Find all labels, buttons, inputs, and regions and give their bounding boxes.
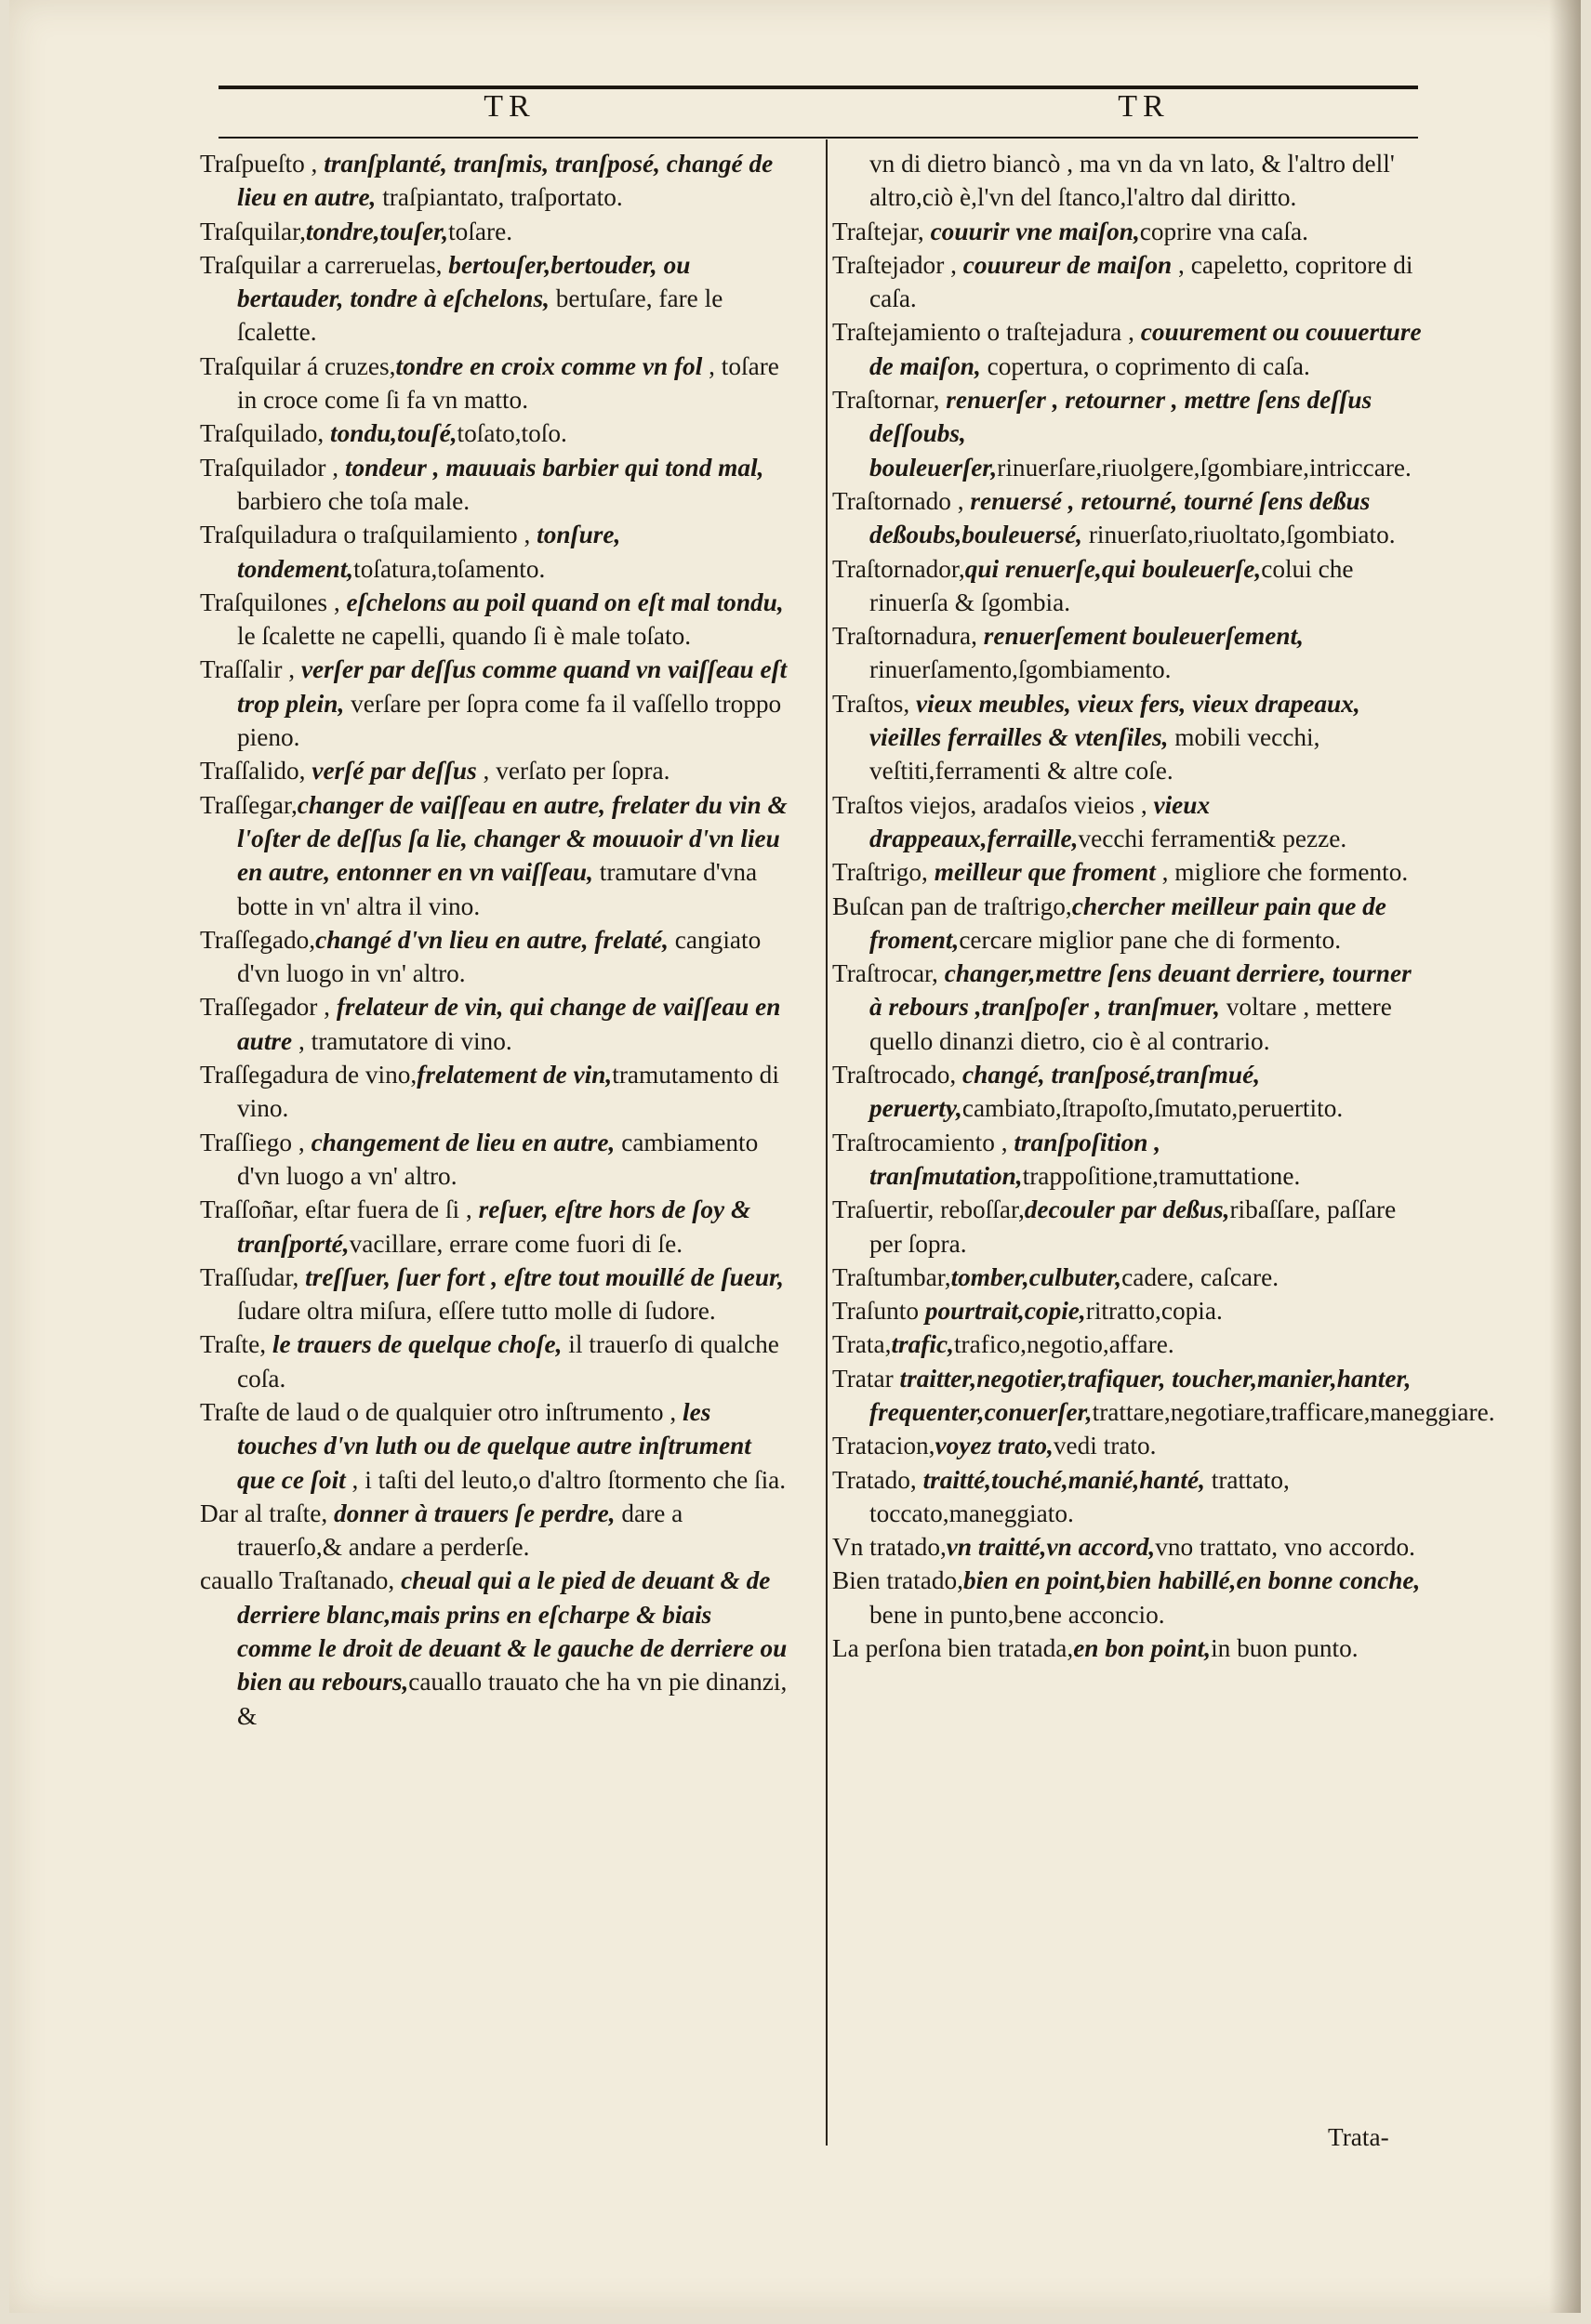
dictionary-entry	[832, 1327, 1427, 1361]
dictionary-entry	[832, 1530, 1427, 1564]
left-column	[200, 147, 790, 1733]
french-gloss: eſchelons au poil quand on eſt mal tondu,	[346, 588, 784, 616]
dictionary-entry	[832, 552, 1427, 620]
italian-gloss: bene in punto,bene acconcio.	[869, 1600, 1165, 1629]
french-gloss: tondre,touſer,	[305, 217, 449, 245]
italian-gloss: trattare,negotiare,trafficare,maneggiare.	[1092, 1397, 1495, 1426]
italian-gloss: cadere, caſcare.	[1121, 1262, 1279, 1291]
headword: Vn tratado,	[832, 1533, 947, 1562]
italian-gloss: tramutare d'vna botte in vn' altra il vino.	[237, 858, 758, 920]
french-gloss: le trauers de quelque choſe,	[272, 1330, 563, 1359]
headword: Traſſegador ,	[200, 993, 337, 1022]
french-gloss: treſſuer, ſuer fort , eſtre tout mouillé de ſueur,	[305, 1262, 784, 1291]
french-gloss: couureur de maiſon	[962, 250, 1173, 279]
dictionary-entry	[832, 1429, 1427, 1462]
french-gloss: renuersé , retourné, tourné ſens deßus deßoubs,bouleuersé,	[869, 486, 1371, 549]
column-divider	[826, 139, 828, 2146]
italian-gloss: , migliore che formento.	[1155, 858, 1409, 887]
catchword: Trata-	[1328, 2123, 1389, 2151]
headword: Traſſalido,	[200, 757, 312, 786]
french-gloss: renuerſement bouleuerſement,	[983, 622, 1304, 651]
headword: Traſquilar á cruzes,	[200, 351, 396, 380]
dictionary-entry	[200, 350, 790, 417]
dictionary-entry	[200, 1126, 790, 1194]
headword: Traſſoñar, eſtar fuera de ſi ,	[200, 1195, 479, 1224]
italian-gloss: cercare miglior pane che di formento.	[959, 925, 1342, 954]
headword: Trata,	[832, 1330, 892, 1359]
headword: Buſcan pan de traſtrigo,	[832, 891, 1072, 920]
headword: Traſtrocado,	[832, 1061, 963, 1089]
dictionary-entry	[200, 1058, 790, 1126]
headword: Traſtrigo,	[832, 858, 935, 887]
italian-gloss: toſatura,toſamento.	[353, 554, 546, 583]
dictionary-entry	[832, 1126, 1427, 1194]
dictionary-entry	[832, 619, 1427, 687]
headword: Traſquilado,	[200, 419, 331, 448]
dictionary-entry	[200, 990, 790, 1058]
french-gloss: bertouſer,bertouder, ou bertauder, tondre à eſchelons,	[237, 250, 691, 313]
italian-gloss: , capeletto, copritore di caſa.	[869, 250, 1413, 313]
french-gloss: en bon point,	[1073, 1634, 1212, 1663]
french-gloss: chercher meilleur pain que de froment,	[869, 891, 1386, 954]
french-gloss: cheual qui a le pied de deuant & de derriere blanc,mais prins en eſcharpe & biais comme le droit de deuant & le gauche de derriere ou bien au rebours,	[237, 1566, 788, 1697]
italian-gloss: in buon punto.	[1211, 1634, 1359, 1663]
italian-gloss: trattato, toccato,maneggiato.	[869, 1465, 1290, 1527]
french-gloss: pourtrait,copie,	[924, 1297, 1086, 1326]
dictionary-entry	[200, 416, 790, 450]
right-column	[832, 147, 1495, 1665]
dictionary-entry	[832, 957, 1427, 1058]
headword: Traſquilones ,	[200, 588, 347, 616]
italian-gloss: cauallo trauato che ha vn pie dinanzi, &	[237, 1668, 788, 1730]
headword: Traſpueſto ,	[200, 150, 325, 178]
dictionary-entry	[832, 1294, 1427, 1327]
headword: Traſuertir, reboſſar,	[832, 1195, 1025, 1224]
french-gloss: les touches d'vn luth ou de quelque autre inſtrument que ce ſoit	[237, 1397, 751, 1494]
dictionary-entry	[832, 147, 1427, 215]
italian-gloss: bertuſare, fare le ſcalette.	[237, 284, 723, 347]
headword: Bien tratado,	[832, 1566, 963, 1595]
italian-gloss: , toſare in croce come ſi fa vn matto.	[237, 351, 779, 415]
italian-gloss: rinuerſato,riuoltato,ſgombiato.	[1082, 521, 1396, 549]
dictionary-entry	[200, 1193, 790, 1261]
french-gloss: donner à trauers ſe perdre,	[334, 1499, 616, 1527]
header-underline	[219, 137, 1418, 139]
french-gloss: verſé par deſſus	[312, 757, 477, 786]
headword: Traſte de laud o de qualquier otro inſtrumento ,	[200, 1397, 683, 1426]
french-gloss: traitté,touché,manié,hanté,	[922, 1465, 1205, 1494]
headword: Traſtornar,	[832, 386, 947, 415]
french-gloss: changé, tranſposé,tranſmué, peruerty,	[869, 1061, 1261, 1123]
italian-gloss: vecchi ferramenti& pezze.	[1078, 824, 1347, 852]
dictionary-entry	[832, 484, 1427, 552]
italian-gloss: colui che rinuerſa & ſgombia.	[869, 554, 1354, 616]
french-gloss: tranſpoſition , tranſmutation,	[869, 1128, 1161, 1190]
italian-gloss: mobili vecchi, veſtiti,ferramenti & altre coſe.	[869, 723, 1320, 786]
dictionary-page	[9, 0, 1581, 2313]
dictionary-entry	[832, 1193, 1427, 1261]
dictionary-entry	[200, 1564, 790, 1732]
headword: Traſſudar,	[200, 1262, 306, 1291]
headword: Traſtejador ,	[832, 250, 963, 279]
dictionary-entry	[832, 1058, 1427, 1126]
french-gloss: tranſplanté, tranſmis, tranſposé, changé de lieu en autre,	[237, 150, 774, 212]
italian-gloss: vacillare, errare come fuori di ſe.	[349, 1229, 683, 1258]
italian-gloss: ribaſſare, paſſare per ſopra.	[869, 1195, 1397, 1258]
running-head-left: TR	[484, 89, 536, 124]
headword: Traſtos,	[832, 689, 917, 718]
italian-gloss: verſare per ſopra come fa il vaſſello troppo pieno.	[237, 689, 782, 752]
dictionary-entry	[832, 248, 1427, 316]
dictionary-entry	[832, 1261, 1427, 1294]
italian-gloss: dare a trauerſo,& andare a perderſe.	[237, 1499, 683, 1562]
dictionary-entry	[200, 518, 790, 586]
italian-gloss: , verſato per ſopra.	[476, 757, 670, 786]
headword: Traſquilar a carreruelas,	[200, 250, 449, 279]
dictionary-entry	[832, 890, 1427, 957]
headword: Traſtumbar,	[832, 1262, 951, 1291]
dictionary-entry	[200, 754, 790, 787]
headword: Traſte,	[200, 1330, 272, 1359]
headword: Traſtornadura,	[832, 622, 984, 651]
italian-gloss: , i taſti del leuto,o d'altro ſtormento che ſia.	[345, 1465, 787, 1494]
dictionary-entry	[832, 855, 1427, 889]
dictionary-entry	[200, 1497, 790, 1565]
headword: Traſtornador,	[832, 554, 965, 583]
italian-gloss: vno trattato, vno accordo.	[1155, 1533, 1415, 1562]
dictionary-entry	[200, 1261, 790, 1328]
dictionary-entry	[200, 147, 790, 215]
french-gloss: frelateur de vin, qui change de vaiſſeau en autre	[237, 993, 781, 1055]
italian-gloss: vedi trato.	[1053, 1432, 1157, 1460]
french-gloss: bien en point,bien habillé,en bonne conche,	[963, 1566, 1421, 1595]
headword: Traſtos viejos, aradaſos vieios ,	[832, 790, 1154, 819]
italian-gloss: traſpiantato, traſportato.	[376, 183, 623, 212]
italian-gloss: tramutamento di vino.	[237, 1061, 779, 1123]
headword: Traſſegado,	[200, 925, 316, 954]
headword: Traſſiego ,	[200, 1128, 312, 1156]
french-gloss: changer,mettre ſens deuant derriere, tourner à rebours ,tranſpoſer , tranſmuer,	[869, 959, 1412, 1022]
french-gloss: reſuer, eſtre hors de ſoy & tranſporté,	[237, 1195, 751, 1258]
headword: Traſſalir ,	[200, 655, 301, 684]
dictionary-entry	[832, 1631, 1427, 1665]
headword: cauallo Traſtanado,	[200, 1566, 402, 1595]
dictionary-entry	[832, 215, 1427, 248]
headword: Traſſegar,	[200, 790, 298, 819]
dictionary-entry	[832, 383, 1427, 484]
headword: Traſtrocamiento ,	[832, 1128, 1014, 1156]
italian-gloss: le ſcalette ne capelli, quando ſi è male toſato.	[237, 622, 692, 651]
header-rule	[219, 86, 1418, 89]
french-gloss: vieux drappeaux,ferraille,	[869, 790, 1211, 852]
dictionary-entry	[200, 1327, 790, 1395]
dictionary-entry	[832, 1564, 1427, 1631]
french-gloss: decouler par deßus,	[1024, 1195, 1230, 1224]
french-gloss: voyez trato,	[935, 1432, 1054, 1460]
italian-gloss: trappoſitione,tramuttatione.	[1022, 1161, 1301, 1190]
headword: Tratacion,	[832, 1432, 935, 1460]
dictionary-entry	[832, 687, 1427, 788]
italian-gloss: toſare.	[448, 217, 513, 245]
french-gloss: tondu,touſé,	[330, 419, 457, 448]
dictionary-entry	[832, 1362, 1495, 1430]
dictionary-entry	[200, 923, 790, 991]
italian-gloss: cambiamento d'vn luogo a vn' altro.	[237, 1128, 759, 1190]
french-gloss: traitter,negotier,trafiquer, toucher,manier,hanter, frequenter,conuerſer,	[869, 1364, 1412, 1426]
italian-gloss: barbiero che toſa male.	[237, 486, 471, 515]
french-gloss: trafic,	[891, 1330, 954, 1359]
italian-gloss: , tramutatore di vino.	[292, 1026, 512, 1055]
dictionary-entry	[200, 248, 790, 350]
french-gloss: verſer par deſſus comme quand vn vaiſſeau eſt trop plein,	[237, 655, 788, 718]
french-gloss: changé d'vn lieu en autre, frelaté,	[315, 925, 669, 954]
italian-gloss: cangiato d'vn luogo in vn' altro.	[237, 925, 762, 988]
french-gloss: changement de lieu en autre,	[311, 1128, 616, 1156]
headword: Traſtejamiento o traſtejadura ,	[832, 318, 1141, 347]
headword: Traſunto	[832, 1297, 925, 1326]
french-gloss: renuerſer , retourner , mettre ſens deſſus deſſoubs, bouleuerſer,	[869, 386, 1372, 482]
french-gloss: qui renuerſe,qui bouleuerſe,	[964, 554, 1262, 583]
french-gloss: couurement ou couuerture de maiſon,	[869, 318, 1422, 380]
headword: Dar al traſte,	[200, 1499, 334, 1527]
headword: Traſquilador ,	[200, 453, 345, 482]
french-gloss: vieux meubles, vieux fers, vieux drapeaux, vieilles ferrailles & vtenſiles,	[869, 689, 1360, 752]
french-gloss: tonſure, tondement,	[237, 521, 621, 583]
french-gloss: couurir vne maiſon,	[930, 217, 1140, 245]
french-gloss: frelatement de vin,	[417, 1061, 613, 1089]
dictionary-entry	[832, 788, 1427, 856]
italian-gloss: trafico,negotio,affare.	[953, 1330, 1174, 1359]
italian-gloss: copertura, o coprimento di caſa.	[980, 351, 1310, 380]
dictionary-entry	[200, 215, 790, 248]
dictionary-entry	[200, 653, 790, 754]
italian-gloss: vn di dietro biancò , ma vn da vn lato, & l'altro dell' altro,ciò è,l'vn del ſtanco,l'altro dal diritto.	[869, 150, 1395, 212]
headword: Tratar	[832, 1364, 900, 1393]
french-gloss: meilleur que froment	[934, 858, 1156, 887]
headword: Traſſegadura de vino,	[200, 1061, 418, 1089]
headword: Traſtejar,	[832, 217, 931, 245]
french-gloss: tondeur , mauuais barbier qui tond mal,	[344, 453, 764, 482]
french-gloss: tomber,culbuter,	[950, 1262, 1122, 1291]
headword: Traſquilar,	[200, 217, 306, 245]
dictionary-entry	[832, 1463, 1427, 1531]
dictionary-entry	[200, 1395, 790, 1497]
italian-gloss: rinuerſare,riuolgere,ſgombiare,intriccare.	[997, 453, 1412, 482]
italian-gloss: toſato,toſo.	[457, 419, 567, 448]
italian-gloss: voltare , mettere quello dinanzi dietro, cio è al contrario.	[869, 993, 1392, 1055]
running-head-right: TR	[1118, 89, 1170, 124]
dictionary-entry	[200, 451, 790, 519]
headword: Tratado,	[832, 1465, 923, 1494]
headword: Traſtrocar,	[832, 959, 945, 988]
dictionary-entry	[200, 788, 790, 923]
french-gloss: vn traitté,vn accord,	[946, 1533, 1156, 1562]
italian-gloss: ſudare oltra miſura, eſſere tutto molle di ſudore.	[237, 1297, 716, 1326]
headword: Traſtornado ,	[832, 486, 971, 515]
italian-gloss: cambiato,ſtrapoſto,ſmutato,peruertito.	[961, 1094, 1344, 1123]
dictionary-entry	[832, 315, 1427, 383]
french-gloss: changer de vaiſſeau en autre, frelater du vin & l'oſter de deſſus ſa lie, changer & mouuoir d'vn lieu en autre, entonner en vn vaiſſeau,	[237, 790, 788, 887]
dictionary-entry	[200, 586, 790, 654]
italian-gloss: il trauerſo di qualche coſa.	[237, 1330, 779, 1393]
italian-gloss: ritratto,copia.	[1085, 1297, 1223, 1326]
italian-gloss: coprire vna caſa.	[1139, 217, 1308, 245]
french-gloss: tondre en croix comme vn fol	[395, 351, 703, 380]
italian-gloss: rinuerſamento,ſgombiamento.	[869, 655, 1172, 684]
headword: Traſquiladura o traſquilamiento ,	[200, 521, 537, 549]
headword: La perſona bien tratada,	[832, 1634, 1074, 1663]
